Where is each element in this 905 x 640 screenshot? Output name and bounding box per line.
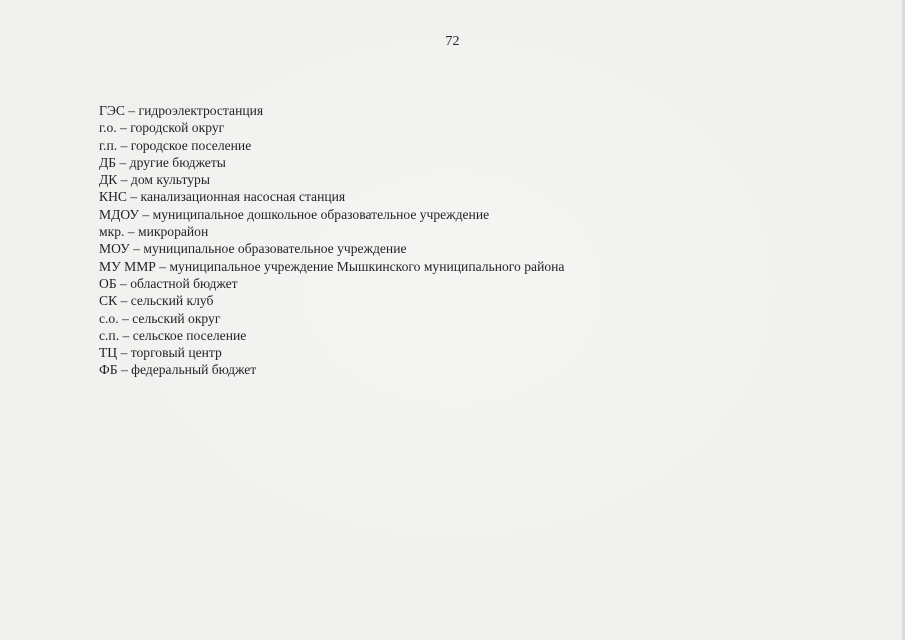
abbreviation-item: МУ ММР – муниципальное учреждение Мышкинского муниципального района <box>99 258 565 274</box>
abbreviation-item: ОБ – областной бюджет <box>99 275 238 291</box>
abbreviation-item: ДБ – другие бюджеты <box>99 154 226 170</box>
abbreviation-item: с.о. – сельский округ <box>99 310 221 326</box>
page-number: 72 <box>445 34 460 49</box>
abbreviation-item: МДОУ – муниципальное дошкольное образовательное учреждение <box>99 206 490 222</box>
abbreviation-item: ФБ – федеральный бюджет <box>99 362 257 378</box>
abbreviation-item: г.п. – городское поселение <box>99 137 252 153</box>
abbreviation-item: мкр. – микрорайон <box>99 224 209 240</box>
abbreviation-item: ТЦ – торговый центр <box>99 345 222 361</box>
abbreviation-item: с.п. – сельское поселение <box>99 327 247 343</box>
abbreviation-item: ГЭС – гидроэлектростанция <box>99 103 264 118</box>
abbreviation-list <box>99 102 564 379</box>
abbreviation-item: КНС – канализационная насосная станция <box>99 189 346 205</box>
abbreviation-item: г.о. – городской округ <box>99 120 225 136</box>
abbreviation-item: ДК – дом культуры <box>99 172 210 188</box>
abbreviation-item: МОУ – муниципальное образовательное учреждение <box>99 241 407 257</box>
abbreviation-item: СК – сельский клуб <box>99 293 214 309</box>
